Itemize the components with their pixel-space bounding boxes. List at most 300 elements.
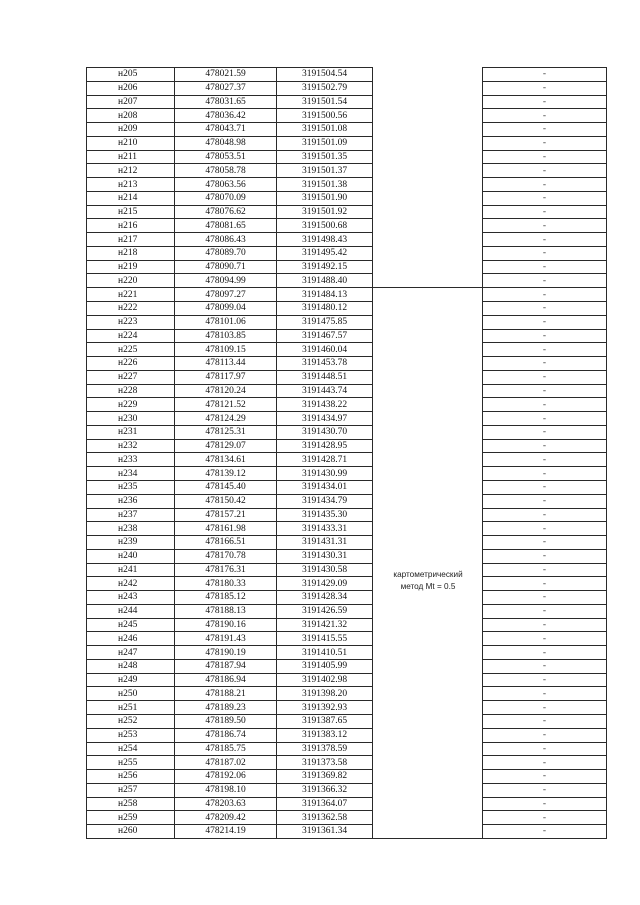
y-coordinate-cell: 3191475.85: [277, 315, 373, 329]
table-row: [87, 797, 607, 811]
x-coordinate-cell: 478209.42: [175, 811, 277, 825]
x-coordinate-cell: 478134.61: [175, 453, 277, 467]
method-cell: [373, 109, 483, 123]
y-coordinate-cell: 3191502.79: [277, 81, 373, 95]
table-row: [87, 783, 607, 797]
method-note: [372, 569, 484, 593]
mark-cell: -: [483, 329, 607, 343]
point-cell: н227: [87, 370, 175, 384]
point-cell: н216: [87, 219, 175, 233]
table-row: [87, 714, 607, 728]
mark-cell: -: [483, 219, 607, 233]
point-cell: н221: [87, 288, 175, 302]
y-coordinate-cell: 3191484.13: [277, 288, 373, 302]
point-cell: н254: [87, 742, 175, 756]
point-cell: н242: [87, 577, 175, 591]
method-cell: [373, 81, 483, 95]
point-cell: н220: [87, 274, 175, 288]
method-cell: [373, 604, 483, 618]
y-coordinate-cell: 3191438.22: [277, 398, 373, 412]
method-cell: [373, 508, 483, 522]
mark-cell: -: [483, 494, 607, 508]
method-cell: [373, 797, 483, 811]
mark-cell: -: [483, 123, 607, 137]
x-coordinate-cell: 478157.21: [175, 508, 277, 522]
table-row: [87, 549, 607, 563]
table-row: [87, 315, 607, 329]
y-coordinate-cell: 3191361.34: [277, 825, 373, 839]
table-row: [87, 825, 607, 839]
y-coordinate-cell: 3191378.59: [277, 742, 373, 756]
table-row: [87, 453, 607, 467]
x-coordinate-cell: 478053.51: [175, 150, 277, 164]
y-coordinate-cell: 3191480.12: [277, 302, 373, 316]
point-cell: н260: [87, 825, 175, 839]
x-coordinate-cell: 478188.13: [175, 604, 277, 618]
method-cell: [373, 646, 483, 660]
table-row: [87, 618, 607, 632]
point-cell: н238: [87, 522, 175, 536]
table-row: [87, 756, 607, 770]
point-cell: н243: [87, 591, 175, 605]
table-row: [87, 164, 607, 178]
y-coordinate-cell: 3191383.12: [277, 728, 373, 742]
y-coordinate-cell: 3191421.32: [277, 618, 373, 632]
method-cell: [373, 329, 483, 343]
method-cell: [373, 123, 483, 137]
point-cell: н206: [87, 81, 175, 95]
table-row: [87, 439, 607, 453]
table-row: [87, 136, 607, 150]
point-cell: н249: [87, 673, 175, 687]
point-cell: н244: [87, 604, 175, 618]
x-coordinate-cell: 478099.04: [175, 302, 277, 316]
mark-cell: -: [483, 659, 607, 673]
point-cell: н232: [87, 439, 175, 453]
table-row: [87, 178, 607, 192]
x-coordinate-cell: 478185.12: [175, 591, 277, 605]
method-cell: [373, 632, 483, 646]
x-coordinate-cell: 478120.24: [175, 384, 277, 398]
x-coordinate-cell: 478189.23: [175, 701, 277, 715]
mark-cell: -: [483, 343, 607, 357]
point-cell: н257: [87, 783, 175, 797]
x-coordinate-cell: 478188.21: [175, 687, 277, 701]
x-coordinate-cell: 478058.78: [175, 164, 277, 178]
method-cell: [373, 315, 483, 329]
table-row: [87, 205, 607, 219]
method-cell: [373, 467, 483, 481]
mark-cell: -: [483, 109, 607, 123]
mark-cell: -: [483, 618, 607, 632]
mark-cell: -: [483, 742, 607, 756]
table-row: [87, 604, 607, 618]
mark-cell: -: [483, 673, 607, 687]
x-coordinate-cell: 478139.12: [175, 467, 277, 481]
mark-cell: -: [483, 178, 607, 192]
method-cell: [373, 233, 483, 247]
point-cell: н234: [87, 467, 175, 481]
y-coordinate-cell: 3191501.37: [277, 164, 373, 178]
method-cell: [373, 770, 483, 784]
point-cell: н226: [87, 357, 175, 371]
method-cell: [373, 150, 483, 164]
mark-cell: -: [483, 81, 607, 95]
y-coordinate-cell: 3191410.51: [277, 646, 373, 660]
point-cell: н231: [87, 425, 175, 439]
y-coordinate-cell: 3191500.68: [277, 219, 373, 233]
point-cell: н217: [87, 233, 175, 247]
x-coordinate-cell: 478187.94: [175, 659, 277, 673]
point-cell: н259: [87, 811, 175, 825]
mark-cell: -: [483, 770, 607, 784]
x-coordinate-cell: 478124.29: [175, 412, 277, 426]
x-coordinate-cell: 478086.43: [175, 233, 277, 247]
x-coordinate-cell: 478186.74: [175, 728, 277, 742]
method-cell: [373, 425, 483, 439]
point-cell: н209: [87, 123, 175, 137]
table-row: [87, 563, 607, 577]
x-coordinate-cell: 478043.71: [175, 123, 277, 137]
method-line-1: картометрический: [393, 570, 463, 579]
mark-cell: -: [483, 783, 607, 797]
point-cell: н211: [87, 150, 175, 164]
table-row: [87, 357, 607, 371]
y-coordinate-cell: 3191498.43: [277, 233, 373, 247]
x-coordinate-cell: 478081.65: [175, 219, 277, 233]
x-coordinate-cell: 478180.33: [175, 577, 277, 591]
method-cell: [373, 701, 483, 715]
method-cell: [373, 384, 483, 398]
y-coordinate-cell: 3191504.54: [277, 68, 373, 82]
x-coordinate-cell: 478076.62: [175, 205, 277, 219]
method-cell: [373, 536, 483, 550]
y-coordinate-cell: 3191495.42: [277, 246, 373, 260]
mark-cell: -: [483, 467, 607, 481]
mark-cell: -: [483, 274, 607, 288]
point-cell: н218: [87, 246, 175, 260]
point-cell: н250: [87, 687, 175, 701]
point-cell: н236: [87, 494, 175, 508]
table-row: [87, 687, 607, 701]
y-coordinate-cell: 3191392.93: [277, 701, 373, 715]
x-coordinate-cell: 478090.71: [175, 260, 277, 274]
mark-cell: -: [483, 728, 607, 742]
x-coordinate-cell: 478113.44: [175, 357, 277, 371]
mark-cell: -: [483, 68, 607, 82]
point-cell: н208: [87, 109, 175, 123]
method-cell: [373, 783, 483, 797]
y-coordinate-cell: 3191429.09: [277, 577, 373, 591]
mark-cell: -: [483, 480, 607, 494]
table-row: [87, 370, 607, 384]
x-coordinate-cell: 478070.09: [175, 191, 277, 205]
x-coordinate-cell: 478101.06: [175, 315, 277, 329]
x-coordinate-cell: 478129.07: [175, 439, 277, 453]
point-cell: н255: [87, 756, 175, 770]
table-row: [87, 219, 607, 233]
mark-cell: -: [483, 646, 607, 660]
x-coordinate-cell: 478089.70: [175, 246, 277, 260]
table-row: [87, 494, 607, 508]
point-cell: н222: [87, 302, 175, 316]
mark-cell: -: [483, 439, 607, 453]
mark-cell: -: [483, 508, 607, 522]
y-coordinate-cell: 3191501.35: [277, 150, 373, 164]
mark-cell: -: [483, 425, 607, 439]
table-row: [87, 81, 607, 95]
method-cell: [373, 756, 483, 770]
table-row: [87, 191, 607, 205]
point-cell: н233: [87, 453, 175, 467]
point-cell: н212: [87, 164, 175, 178]
method-cell: [373, 205, 483, 219]
x-coordinate-cell: 478187.02: [175, 756, 277, 770]
table-row: [87, 109, 607, 123]
x-coordinate-cell: 478192.06: [175, 770, 277, 784]
point-cell: н258: [87, 797, 175, 811]
point-cell: н229: [87, 398, 175, 412]
y-coordinate-cell: 3191433.31: [277, 522, 373, 536]
method-cell: [373, 219, 483, 233]
point-cell: н225: [87, 343, 175, 357]
table-row: [87, 742, 607, 756]
method-cell: [373, 95, 483, 109]
table-row: [87, 659, 607, 673]
y-coordinate-cell: 3191434.97: [277, 412, 373, 426]
y-coordinate-cell: 3191435.30: [277, 508, 373, 522]
mark-cell: -: [483, 563, 607, 577]
x-coordinate-cell: 478191.43: [175, 632, 277, 646]
x-coordinate-cell: 478161.98: [175, 522, 277, 536]
method-cell: [373, 494, 483, 508]
mark-cell: -: [483, 549, 607, 563]
mark-cell: -: [483, 205, 607, 219]
mark-cell: -: [483, 302, 607, 316]
mark-cell: -: [483, 701, 607, 715]
y-coordinate-cell: 3191453.78: [277, 357, 373, 371]
mark-cell: -: [483, 756, 607, 770]
table-row: [87, 384, 607, 398]
table-row: [87, 591, 607, 605]
mark-cell: -: [483, 164, 607, 178]
method-cell: [373, 136, 483, 150]
x-coordinate-cell: 478176.31: [175, 563, 277, 577]
mark-cell: -: [483, 150, 607, 164]
y-coordinate-cell: 3191501.09: [277, 136, 373, 150]
table-row: [87, 646, 607, 660]
mark-cell: -: [483, 384, 607, 398]
y-coordinate-cell: 3191430.31: [277, 549, 373, 563]
method-cell: [373, 398, 483, 412]
table-row: [87, 522, 607, 536]
table-row: [87, 425, 607, 439]
mark-cell: -: [483, 687, 607, 701]
point-cell: н219: [87, 260, 175, 274]
table-row: [87, 302, 607, 316]
table-row: [87, 123, 607, 137]
method-cell: [373, 288, 483, 302]
y-coordinate-cell: 3191460.04: [277, 343, 373, 357]
table-row: [87, 95, 607, 109]
x-coordinate-cell: 478048.98: [175, 136, 277, 150]
method-cell: [373, 439, 483, 453]
x-coordinate-cell: 478117.97: [175, 370, 277, 384]
y-coordinate-cell: 3191369.82: [277, 770, 373, 784]
mark-cell: -: [483, 714, 607, 728]
method-cell: [373, 302, 483, 316]
y-coordinate-cell: 3191428.71: [277, 453, 373, 467]
table-row: [87, 412, 607, 426]
y-coordinate-cell: 3191467.57: [277, 329, 373, 343]
point-cell: н224: [87, 329, 175, 343]
x-coordinate-cell: 478190.19: [175, 646, 277, 660]
mark-cell: -: [483, 797, 607, 811]
y-coordinate-cell: 3191501.54: [277, 95, 373, 109]
y-coordinate-cell: 3191387.65: [277, 714, 373, 728]
y-coordinate-cell: 3191362.58: [277, 811, 373, 825]
point-cell: н245: [87, 618, 175, 632]
method-cell: [373, 260, 483, 274]
x-coordinate-cell: 478109.15: [175, 343, 277, 357]
table-row: [87, 508, 607, 522]
y-coordinate-cell: 3191398.20: [277, 687, 373, 701]
method-cell: [373, 191, 483, 205]
mark-cell: -: [483, 357, 607, 371]
method-cell: [373, 343, 483, 357]
table-row: [87, 343, 607, 357]
point-cell: н246: [87, 632, 175, 646]
y-coordinate-cell: 3191501.08: [277, 123, 373, 137]
method-cell: [373, 412, 483, 426]
table-row: [87, 398, 607, 412]
table-row: [87, 288, 607, 302]
point-cell: н240: [87, 549, 175, 563]
point-cell: н253: [87, 728, 175, 742]
point-cell: н228: [87, 384, 175, 398]
mark-cell: -: [483, 315, 607, 329]
method-cell: [373, 825, 483, 839]
table-row: [87, 811, 607, 825]
y-coordinate-cell: 3191434.01: [277, 480, 373, 494]
y-coordinate-cell: 3191443.74: [277, 384, 373, 398]
method-cell: [373, 659, 483, 673]
table-row: [87, 150, 607, 164]
mark-cell: -: [483, 412, 607, 426]
table-row: [87, 480, 607, 494]
method-cell: [373, 370, 483, 384]
y-coordinate-cell: 3191434.79: [277, 494, 373, 508]
table-row: [87, 577, 607, 591]
point-cell: н241: [87, 563, 175, 577]
point-cell: н223: [87, 315, 175, 329]
point-cell: н214: [87, 191, 175, 205]
method-cell: [373, 522, 483, 536]
table-row: [87, 632, 607, 646]
method-cell: [373, 728, 483, 742]
point-cell: н205: [87, 68, 175, 82]
y-coordinate-cell: 3191430.99: [277, 467, 373, 481]
table-row: [87, 467, 607, 481]
y-coordinate-cell: 3191428.34: [277, 591, 373, 605]
point-cell: н248: [87, 659, 175, 673]
point-cell: н256: [87, 770, 175, 784]
mark-cell: -: [483, 246, 607, 260]
y-coordinate-cell: 3191430.58: [277, 563, 373, 577]
y-coordinate-cell: 3191448.51: [277, 370, 373, 384]
table-row: [87, 536, 607, 550]
point-cell: н207: [87, 95, 175, 109]
point-cell: н239: [87, 536, 175, 550]
mark-cell: -: [483, 136, 607, 150]
method-cell: [373, 68, 483, 82]
point-cell: н235: [87, 480, 175, 494]
point-cell: н251: [87, 701, 175, 715]
y-coordinate-cell: 3191373.58: [277, 756, 373, 770]
mark-cell: -: [483, 825, 607, 839]
table-row: [87, 329, 607, 343]
method-cell: [373, 453, 483, 467]
method-cell: [373, 714, 483, 728]
x-coordinate-cell: 478097.27: [175, 288, 277, 302]
mark-cell: -: [483, 233, 607, 247]
x-coordinate-cell: 478185.75: [175, 742, 277, 756]
mark-cell: -: [483, 604, 607, 618]
x-coordinate-cell: 478145.40: [175, 480, 277, 494]
x-coordinate-cell: 478031.65: [175, 95, 277, 109]
mark-cell: -: [483, 536, 607, 550]
x-coordinate-cell: 478103.85: [175, 329, 277, 343]
y-coordinate-cell: 3191488.40: [277, 274, 373, 288]
x-coordinate-cell: 478186.94: [175, 673, 277, 687]
point-cell: н215: [87, 205, 175, 219]
method-cell: [373, 673, 483, 687]
table-row: [87, 246, 607, 260]
table-row: [87, 701, 607, 715]
method-cell: [373, 618, 483, 632]
mark-cell: -: [483, 95, 607, 109]
point-cell: н210: [87, 136, 175, 150]
y-coordinate-cell: 3191415.55: [277, 632, 373, 646]
y-coordinate-cell: 3191501.92: [277, 205, 373, 219]
x-coordinate-cell: 478125.31: [175, 425, 277, 439]
table-row: [87, 233, 607, 247]
x-coordinate-cell: 478166.51: [175, 536, 277, 550]
y-coordinate-cell: 3191366.32: [277, 783, 373, 797]
mark-cell: -: [483, 577, 607, 591]
table-row: [87, 274, 607, 288]
y-coordinate-cell: 3191426.59: [277, 604, 373, 618]
table-row: [87, 673, 607, 687]
x-coordinate-cell: 478027.37: [175, 81, 277, 95]
x-coordinate-cell: 478121.52: [175, 398, 277, 412]
mark-cell: -: [483, 522, 607, 536]
x-coordinate-cell: 478203.63: [175, 797, 277, 811]
point-cell: н230: [87, 412, 175, 426]
x-coordinate-cell: 478021.59: [175, 68, 277, 82]
y-coordinate-cell: 3191501.38: [277, 178, 373, 192]
y-coordinate-cell: 3191430.70: [277, 425, 373, 439]
method-cell: [373, 274, 483, 288]
mark-cell: -: [483, 591, 607, 605]
point-cell: н213: [87, 178, 175, 192]
y-coordinate-cell: 3191431.31: [277, 536, 373, 550]
mark-cell: -: [483, 398, 607, 412]
table-row: [87, 68, 607, 82]
y-coordinate-cell: 3191492.15: [277, 260, 373, 274]
x-coordinate-cell: 478094.99: [175, 274, 277, 288]
x-coordinate-cell: 478190.16: [175, 618, 277, 632]
